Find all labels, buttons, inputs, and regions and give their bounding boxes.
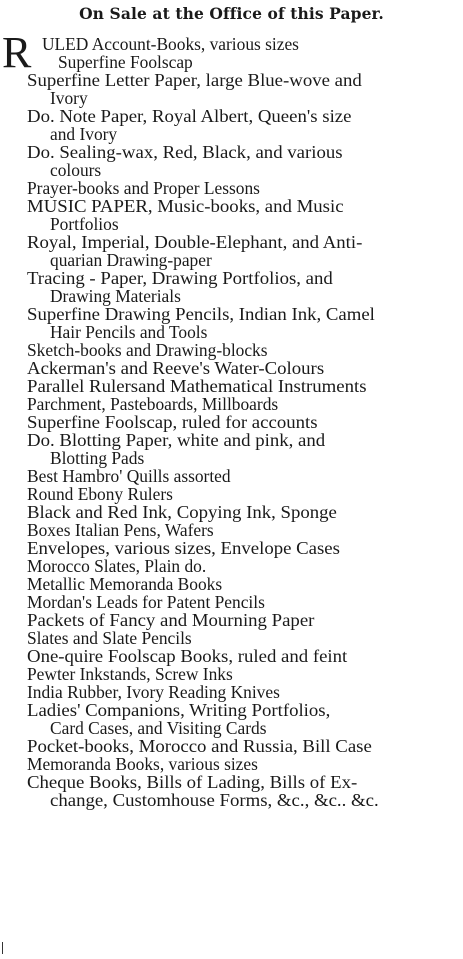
item-line: Superfine Foolscap, ruled for accounts (27, 412, 318, 432)
item-continuation-line: quarian Drawing-paper (50, 250, 212, 270)
item-continuation-line: Portfolios (50, 214, 119, 234)
item-continuation-line: colours (50, 160, 102, 180)
item-line: Mordan's Leads for Patent Pencils (27, 592, 265, 612)
item-line: Ladies' Companions, Writing Portfolios, (27, 700, 331, 720)
item-line: Pewter Inkstands, Screw Inks (27, 664, 233, 684)
advertisement-heading: On Sale at the Office of this Paper. (79, 4, 384, 23)
item-line: Sketch-books and Drawing-blocks (27, 340, 268, 360)
item-line: Parchment, Pasteboards, Millboards (27, 394, 279, 414)
item-line: Envelopes, various sizes, Envelope Cases (27, 538, 340, 558)
item-line: Best Hambro' Quills assorted (27, 466, 231, 486)
item-continuation-line: Ivory (50, 88, 88, 108)
item-line: Prayer-books and Proper Lessons (27, 178, 260, 198)
item-continuation-line: Drawing Materials (50, 286, 181, 306)
item-line: One-quire Foolscap Books, ruled and feint (27, 646, 348, 666)
item-line: India Rubber, Ivory Reading Knives (27, 682, 280, 702)
item-line: Memoranda Books, various sizes (27, 754, 258, 774)
item-line: Metallic Memoranda Books (27, 574, 223, 594)
item-line: Do. Blotting Paper, white and pink, and (27, 430, 326, 450)
item-line: Morocco Slates, Plain do. (27, 556, 207, 576)
item-continuation-line: Blotting Pads (50, 448, 145, 468)
item-line: Packets of Fancy and Mourning Paper (27, 610, 315, 630)
item-line: Slates and Slate Pencils (27, 628, 192, 648)
item-line: Boxes Italian Pens, Wafers (27, 520, 214, 540)
item-continuation-line: and Ivory (50, 124, 118, 144)
item-line: Black and Red Ink, Copying Ink, Sponge (27, 502, 337, 522)
item-line: Cheque Books, Bills of Lading, Bills of Ex- (27, 772, 358, 792)
item-line: ULED Account-Books, various sizes (42, 34, 299, 54)
item-line: Round Ebony Rulers (27, 484, 173, 504)
item-line: Ackerman's and Reeve's Water-Colours (27, 358, 325, 378)
item-line: Do. Sealing-wax, Red, Black, and various (27, 142, 343, 162)
item-line: Tracing - Paper, Drawing Portfolios, and (27, 268, 333, 288)
margin-rule-mark (2, 942, 3, 954)
item-line: Do. Note Paper, Royal Albert, Queen's size (27, 106, 352, 126)
item-continuation-line: Hair Pencils and Tools (50, 322, 208, 342)
item-continuation-line: Superfine Foolscap (58, 52, 193, 72)
item-line: Superfine Drawing Pencils, Indian Ink, Camel (27, 304, 375, 324)
item-line: Parallel Rulersand Mathematical Instruments (27, 376, 367, 396)
item-continuation-line: change, Customhouse Forms, &c., &c.. &c. (50, 790, 379, 810)
item-line: MUSIC PAPER, Music-books, and Music (27, 196, 344, 216)
item-line: Royal, Imperial, Double-Elephant, and Anti- (27, 232, 363, 252)
item-line: Pocket-books, Morocco and Russia, Bill Case (27, 736, 372, 756)
item-continuation-line: Card Cases, and Visiting Cards (50, 718, 267, 738)
item-line: Superfine Letter Paper, large Blue-wove and (27, 70, 362, 90)
drop-cap-letter: R (2, 28, 32, 77)
